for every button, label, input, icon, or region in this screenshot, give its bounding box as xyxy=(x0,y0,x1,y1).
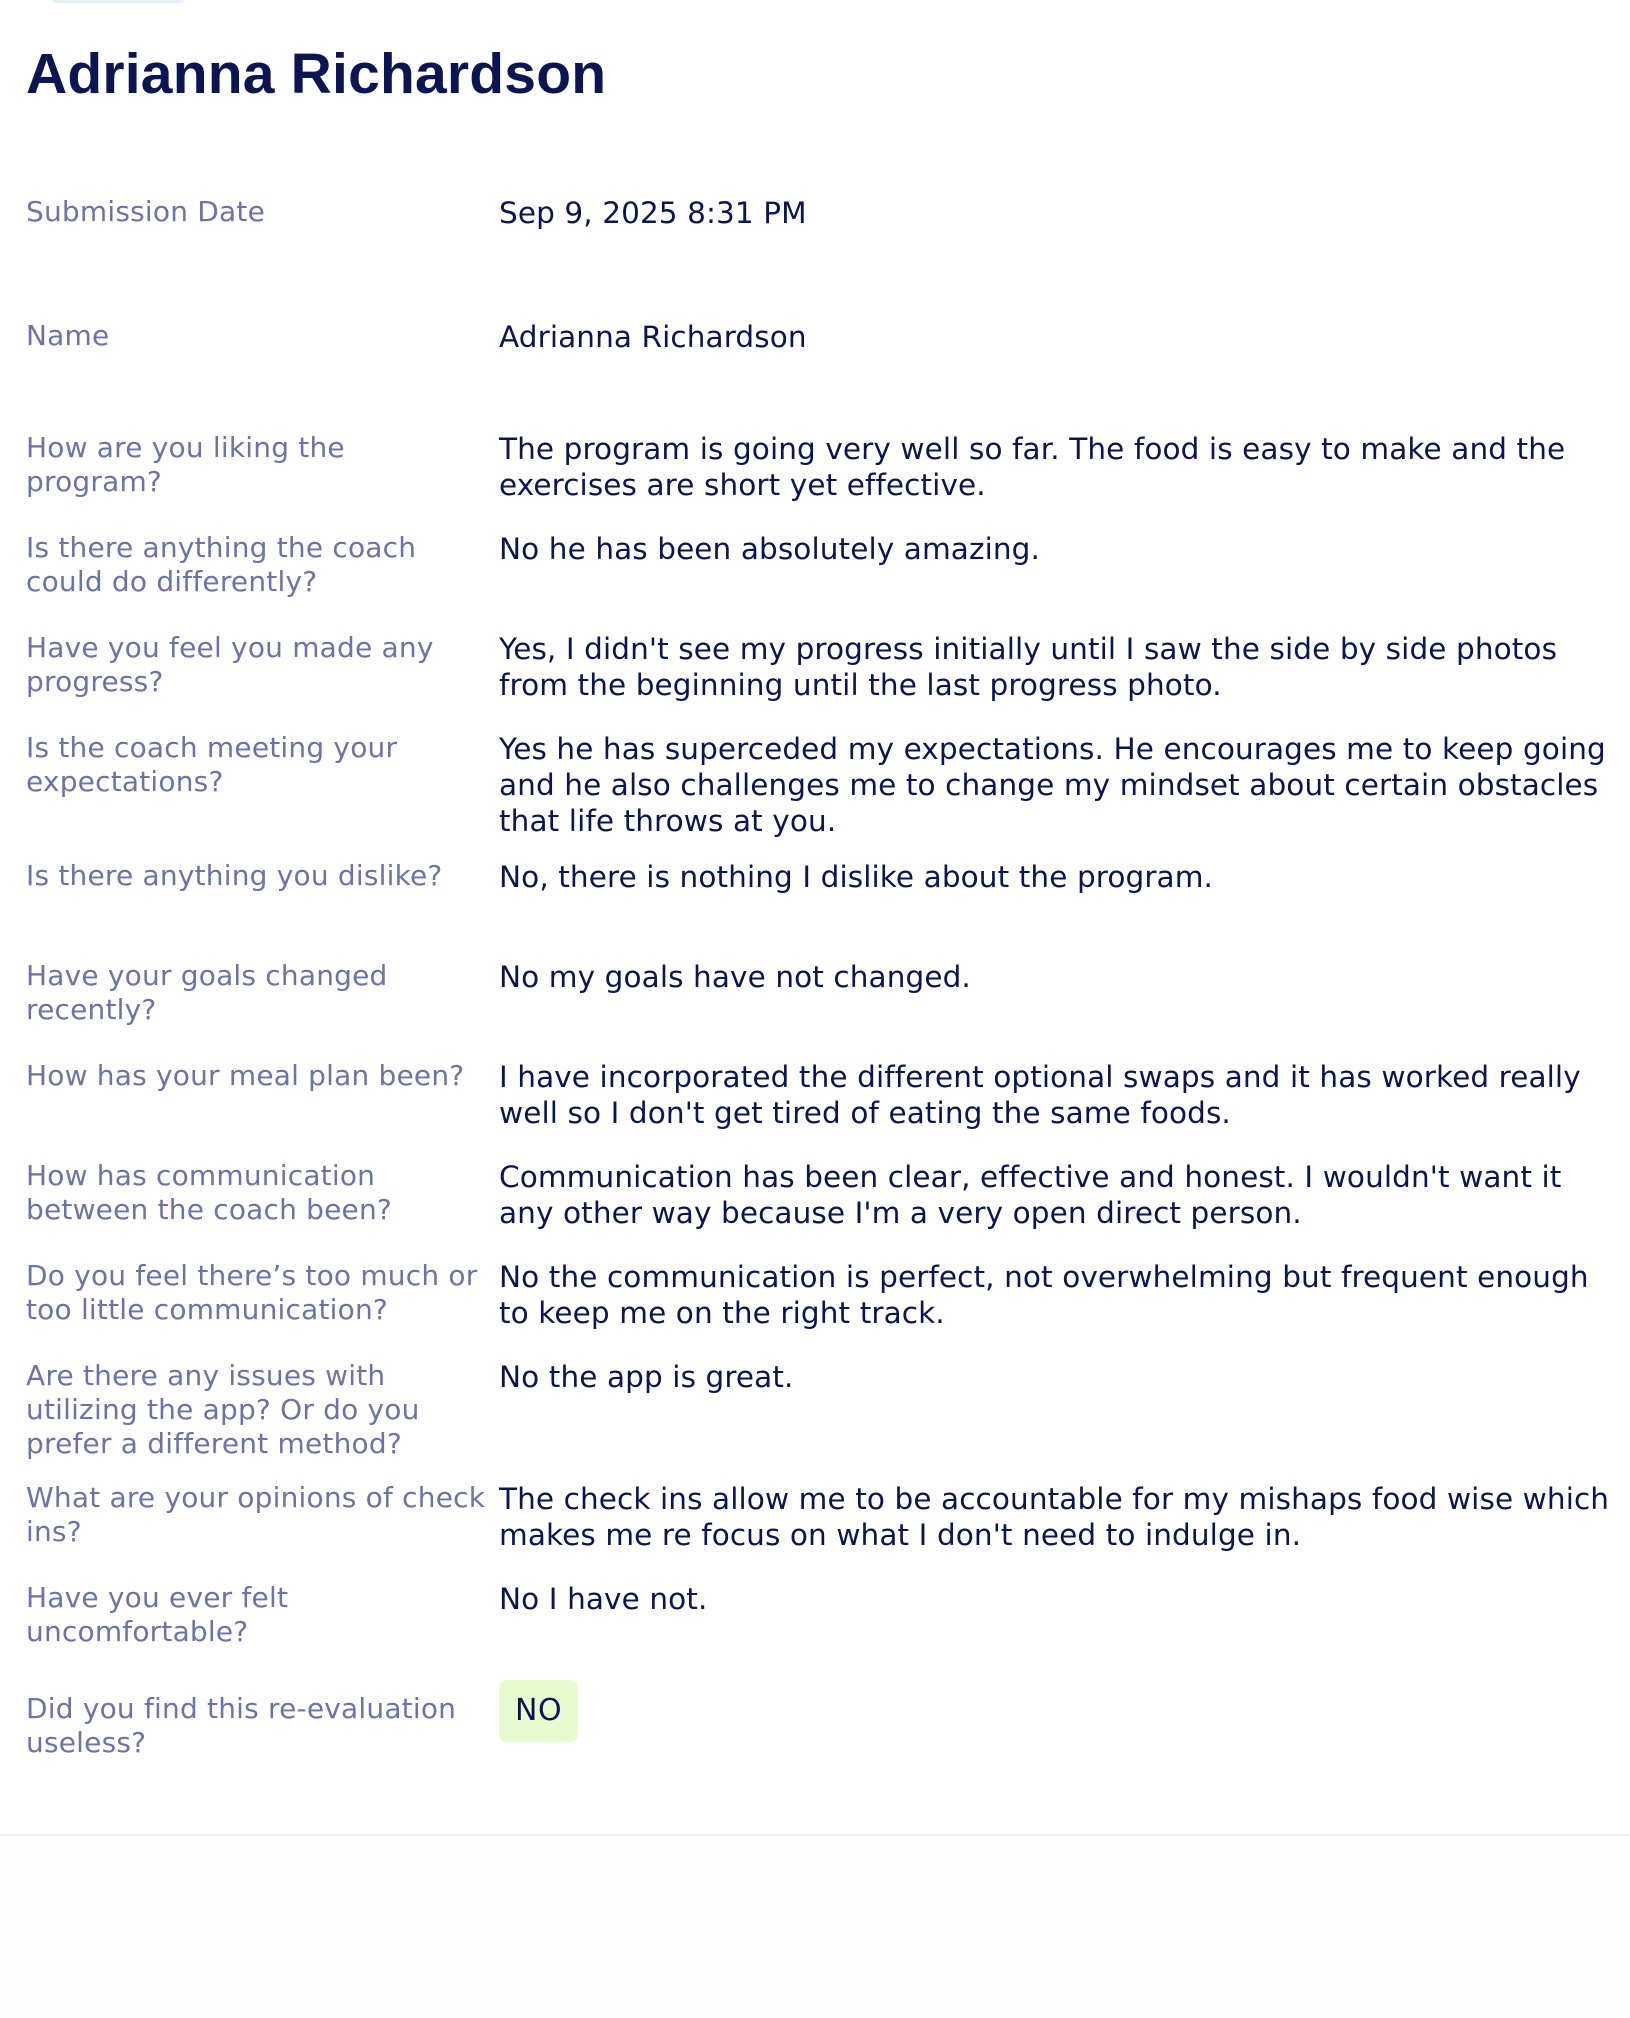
footer-area xyxy=(0,1836,1630,2018)
field-label: Is there anything you dislike? xyxy=(26,859,443,892)
field-value: No the app is great. xyxy=(499,1360,794,1394)
field-label: Are there any issues with utilizing the app? Or do you prefer a different method? xyxy=(26,1359,420,1460)
field-value: The check ins allow me to be accountable for my mishaps food wise which makes me re focus on what I don't need to indulge in. xyxy=(499,1482,1610,1552)
field-label: Is the coach meeting your expectations? xyxy=(26,731,398,798)
page-title: Adrianna Richardson xyxy=(26,42,607,106)
top-tab-indicator xyxy=(52,0,184,3)
field-label: What are your opinions of check ins? xyxy=(26,1481,486,1548)
field-label: Do you feel there’s too much or too little communication? xyxy=(26,1259,478,1326)
field-label: Have you ever felt uncomfortable? xyxy=(26,1581,289,1648)
field-label: Name xyxy=(26,319,110,352)
field-value: Adrianna Richardson xyxy=(499,320,807,354)
field-value: Communication has been clear, effective and honest. I wouldn't want it any other way because I'm a very open direct person. xyxy=(499,1160,1562,1230)
field-value: No he has been absolutely amazing. xyxy=(499,532,1040,566)
field-value: No my goals have not changed. xyxy=(499,960,971,994)
answer-badge: NO xyxy=(499,1680,578,1742)
field-label: How has your meal plan been? xyxy=(26,1059,465,1092)
field-label: Did you find this re-evaluation useless? xyxy=(26,1692,457,1759)
field-value: No the communication is perfect, not overwhelming but frequent enough to keep me on the right track. xyxy=(499,1260,1589,1330)
field-value: Yes he has superceded my expectations. He encourages me to keep going and he also challenges me to change my mindset about certain obstacles that life throws at you. xyxy=(499,732,1606,838)
field-value: Sep 9, 2025 8:31 PM xyxy=(499,196,807,230)
field-value: The program is going very well so far. The food is easy to make and the exercises are short yet effective. xyxy=(499,432,1566,502)
field-label: How has communication between the coach been? xyxy=(26,1159,392,1226)
field-value: I have incorporated the different optional swaps and it has worked really well so I don't get tired of eating the same foods. xyxy=(499,1060,1581,1130)
field-label: Submission Date xyxy=(26,195,266,228)
field-label: Have your goals changed recently? xyxy=(26,959,388,1026)
field-value: Yes, I didn't see my progress initially until I saw the side by side photos from the beginning until the last progress photo. xyxy=(499,632,1558,702)
field-value: No, there is nothing I dislike about the program. xyxy=(499,860,1214,894)
field-label: How are you liking the program? xyxy=(26,431,345,498)
field-label: Have you feel you made any progress? xyxy=(26,631,434,698)
field-label: Is there anything the coach could do differently? xyxy=(26,531,417,598)
field-value: No I have not. xyxy=(499,1582,708,1616)
